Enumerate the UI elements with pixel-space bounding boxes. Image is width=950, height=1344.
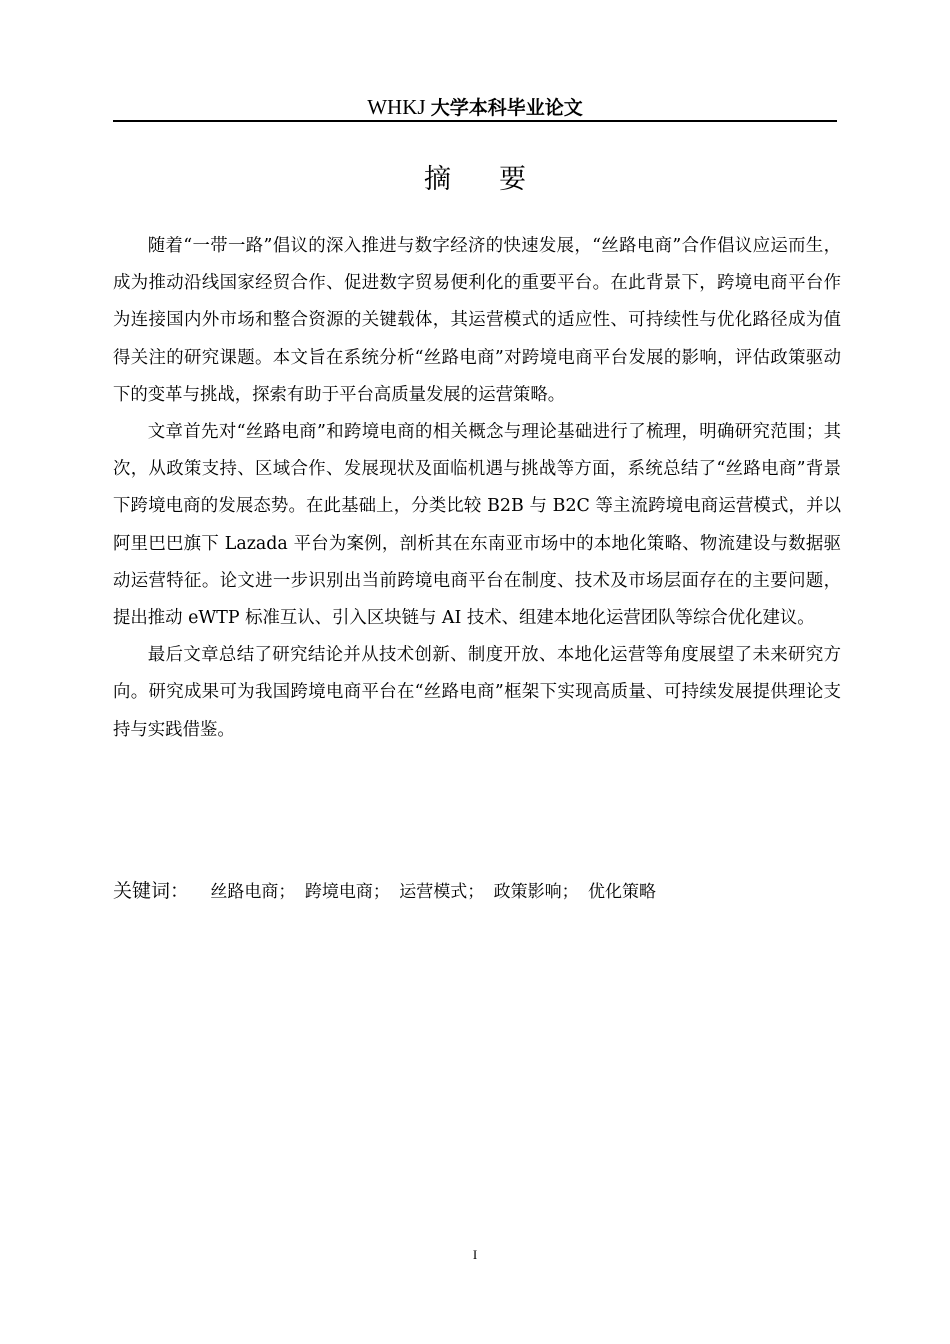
header-chinese: 大学本科毕业论文 xyxy=(430,97,583,119)
page-number: I xyxy=(472,1247,478,1262)
header-latin: WHKJ xyxy=(367,95,426,119)
page-header xyxy=(113,92,837,122)
keyword-item: 运营模式； xyxy=(399,882,485,902)
keywords-label: 关键词： xyxy=(113,880,190,902)
keywords xyxy=(113,875,837,908)
keyword-item: 政策影响； xyxy=(493,882,579,902)
abstract-paragraph-3: 最后文章总结了研究结论并从技术创新、制度开放、本地化运营等角度展望了未来研究方向。研究成果可为我国跨境电商平台在“丝路电商”框架下实现高质量、可持续发展提供理论支持与实践借鉴。 xyxy=(113,645,841,740)
abstract-paragraph-2: 文章首先对“丝路电商”和跨境电商的相关概念与理论基础进行了梳理，明确研究范围；其次，从政策支持、区域合作、发展现状及面临机遇与挑战等方面，系统总结了“丝路电商”背景下跨境电商的发展态势。在此基础上，分类比较 B2B 与 B2C 等主流跨境电商运营模式，并以阿里巴巴旗下 Lazada 平台为案例，剖析其在东南亚市场中的本地化策略、物流建设与数据驱动运营特征。论文进一步识别出当前跨境电商平台在制度、技术及市场层面存在的主要问题，提出推动 eWTP 标准互认、引入区块链与 AI 技术、组建本地化运营团队等综合优化建议。 xyxy=(113,422,841,629)
keyword-item: 跨境电商； xyxy=(304,882,390,902)
abstract-title: 摘要 xyxy=(424,164,574,195)
abstract-body xyxy=(113,228,841,749)
abstract-paragraph-1: 随着“一带一路”倡议的深入推进与数字经济的快速发展，“丝路电商”合作倡议应运而生，成为推动沿线国家经贸合作、促进数字贸易便利化的重要平台。在此背景下，跨境电商平台作为连接国内外市场和整合资源的关键载体，其运营模式的适应性、可持续性与优化路径成为值得关注的研究课题。本文旨在系统分析“丝路电商”对跨境电商平台发展的影响，评估政策驱动下的变革与挑战，探索有助于平台高质量发展的运营策略。 xyxy=(113,236,841,405)
keyword-item: 优化策略 xyxy=(588,882,657,902)
keyword-item: 丝路电商； xyxy=(210,882,296,902)
